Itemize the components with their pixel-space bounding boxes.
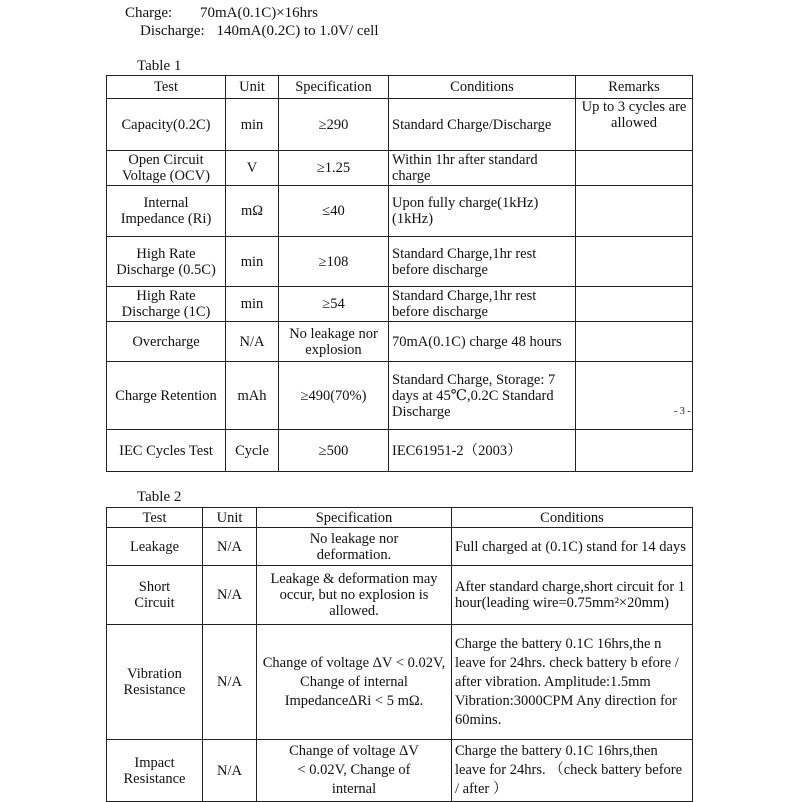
spec-cell: No leakage nor explosion <box>279 322 389 362</box>
table1-header-row <box>107 76 693 99</box>
spec-cell: Change of voltage ΔV < 0.02V, Change of internal ImpedanceΔRi < 5 mΩ. <box>257 625 452 740</box>
conditions-cell: Standard Charge,1hr rest before discharge <box>389 287 576 322</box>
spec-cell: ≥1.25 <box>279 151 389 186</box>
table1-header-spec: Specification <box>279 76 389 99</box>
discharge-value: 140mA(0.2C) to 1.0V/ cell <box>216 23 379 39</box>
test-cell: Capacity(0.2C) <box>107 99 226 151</box>
table2 <box>106 507 693 802</box>
test-cell: Internal Impedance (Ri) <box>107 186 226 237</box>
conditions-cell: Within 1hr after standard charge <box>389 151 576 186</box>
remarks-cell <box>576 430 693 472</box>
table-row <box>107 322 693 362</box>
conditions-cell: Charge the battery 0.1C 16hrs,then leave for 24hrs. （check battery before / after ） <box>452 740 693 802</box>
unit-cell: N/A <box>203 528 257 566</box>
spec-cell: No leakage nor deformation. <box>257 528 452 566</box>
test-cell: High Rate Discharge (1C) <box>107 287 226 322</box>
unit-cell: V <box>226 151 279 186</box>
unit-cell: mΩ <box>226 186 279 237</box>
table1-header-remarks: Remarks <box>576 76 693 99</box>
table-row <box>107 99 693 151</box>
conditions-cell: Full charged at (0.1C) stand for 14 days <box>452 528 693 566</box>
table1-header-conditions: Conditions <box>389 76 576 99</box>
unit-cell: Cycle <box>226 430 279 472</box>
unit-cell: min <box>226 287 279 322</box>
table-row <box>107 237 693 287</box>
conditions-cell: Upon fully charge(1kHz) (1kHz) <box>389 186 576 237</box>
test-cell: High Rate Discharge (0.5C) <box>107 237 226 287</box>
table-row <box>107 287 693 322</box>
test-cell: Impact Resistance <box>107 740 203 802</box>
table-row <box>107 625 693 740</box>
conditions-cell: After standard charge,short circuit for 1 hour(leading wire=0.75mm²×20mm) <box>452 566 693 625</box>
remarks-cell: Up to 3 cycles are allowed <box>576 99 693 151</box>
table1 <box>106 75 693 472</box>
unit-cell: N/A <box>226 322 279 362</box>
charge-line <box>125 4 318 22</box>
table-row <box>107 151 693 186</box>
remarks-cell <box>576 186 693 237</box>
table2-header-row <box>107 508 693 528</box>
spec-cell: ≥490(70%) <box>279 362 389 430</box>
table2-header-conditions: Conditions <box>452 508 693 528</box>
table-row <box>107 362 693 430</box>
table-row <box>107 430 693 472</box>
charge-value: 70mA(0.1C)×16hrs <box>199 5 319 21</box>
test-cell: Open Circuit Voltage (OCV) <box>107 151 226 186</box>
unit-cell: N/A <box>203 740 257 802</box>
remarks-cell <box>576 287 693 322</box>
table1-caption: Table 1 <box>137 58 182 74</box>
remarks-cell <box>576 151 693 186</box>
table-row <box>107 566 693 625</box>
discharge-line <box>140 22 379 40</box>
conditions-cell: Charge the battery 0.1C 16hrs,the n leave for 24hrs. check battery b efore / after vibration. Amplitude:1.5mm Vibration:3000CPM Any direction for 60mins. <box>452 625 693 740</box>
page-number: - 3 - <box>674 406 691 417</box>
test-cell: Leakage <box>107 528 203 566</box>
discharge-label: Discharge: <box>140 23 205 39</box>
spec-cell: ≥290 <box>279 99 389 151</box>
spec-cell: ≥54 <box>279 287 389 322</box>
table-row <box>107 186 693 237</box>
unit-cell: N/A <box>203 625 257 740</box>
table2-caption: Table 2 <box>137 489 182 505</box>
remarks-cell <box>576 362 693 430</box>
spec-cell: Leakage & deformation may occur, but no explosion is allowed. <box>257 566 452 625</box>
unit-cell: mAh <box>226 362 279 430</box>
remarks-cell <box>576 237 693 287</box>
table1-header-test: Test <box>107 76 226 99</box>
test-cell: Vibration Resistance <box>107 625 203 740</box>
spec-cell: ≤40 <box>279 186 389 237</box>
charge-label: Charge: <box>125 5 173 21</box>
unit-cell: min <box>226 99 279 151</box>
spec-cell: Change of voltage ΔV < 0.02V, Change of internal <box>257 740 452 802</box>
unit-cell: N/A <box>203 566 257 625</box>
table2-header-test: Test <box>107 508 203 528</box>
test-cell: Overcharge <box>107 322 226 362</box>
remarks-cell <box>576 322 693 362</box>
table2-header-spec: Specification <box>257 508 452 528</box>
test-cell: Short Circuit <box>107 566 203 625</box>
table-row <box>107 740 693 802</box>
table-row <box>107 528 693 566</box>
table1-header-unit: Unit <box>226 76 279 99</box>
conditions-cell: Standard Charge,1hr rest before discharge <box>389 237 576 287</box>
test-cell: IEC Cycles Test <box>107 430 226 472</box>
test-cell: Charge Retention <box>107 362 226 430</box>
conditions-cell: Standard Charge, Storage: 7 days at 45℃,0.2C Standard Discharge <box>389 362 576 430</box>
table2-header-unit: Unit <box>203 508 257 528</box>
spec-cell: ≥108 <box>279 237 389 287</box>
spec-cell: ≥500 <box>279 430 389 472</box>
unit-cell: min <box>226 237 279 287</box>
conditions-cell: IEC61951-2（2003） <box>389 430 576 472</box>
conditions-cell: Standard Charge/Discharge <box>389 99 576 151</box>
conditions-cell: 70mA(0.1C) charge 48 hours <box>389 322 576 362</box>
